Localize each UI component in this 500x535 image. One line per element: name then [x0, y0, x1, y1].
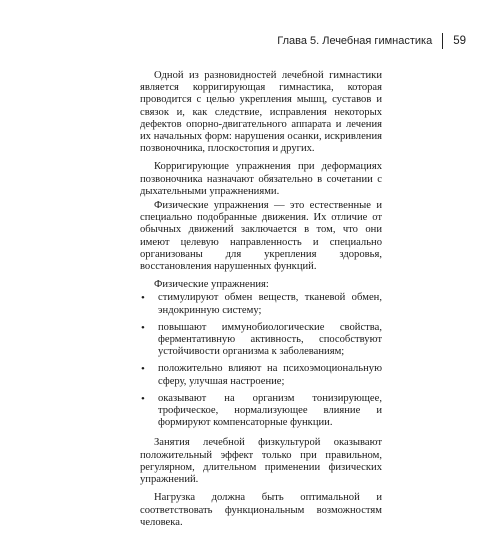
page-number: 59 [453, 35, 466, 47]
list-item [140, 292, 382, 316]
bullet-icon: • [141, 292, 145, 305]
list-item-text: повышают иммунобиологические свойства, ферментативную активность, способствуют устойчивости организма к заболеваниям; [158, 321, 382, 358]
bullet-icon: • [141, 363, 145, 376]
list-item [140, 363, 382, 387]
body-text [140, 70, 382, 535]
list-item [140, 322, 382, 359]
list-item-text: стимулируют обмен веществ, тканевой обмен, эндокринную систему; [158, 292, 382, 316]
paragraph-therapy-effect: Занятия лечебной физкультурой оказывают положительный эффект только при правильном, регулярном, длительном применении физических упражнений. [140, 437, 382, 486]
bullet-icon: • [141, 392, 145, 405]
paragraph-corrective-gymnastics: Одной из разновидностей лечебной гимнастики является корригирующая гимнастика, которая проводится с целью укрепления мышц, суставов и связок и, как следствие, исправления некоторых дефектов опорно-двигательного аппарата и лечения их начальных форм: нарушения осанки, искривления позвоночника, плоскостопия и других. [140, 70, 382, 155]
paragraph-list-lead: Физические упражнения: [154, 279, 269, 291]
paragraph-physical-exercises-definition: Физические упражнения — это естественные и специально подобранные движения. Их отличие от обычных движений заключается в том, что они имеют целевую направленность и специально организованы для укрепления здоровья, восстановления нарушенных функций. [140, 200, 382, 273]
bullet-icon: • [141, 321, 145, 334]
list-item-text: положительно влияют на психоэмоциональную сферу, улучшая настроение; [158, 363, 382, 387]
effects-list [140, 292, 382, 429]
header-divider [442, 33, 443, 49]
running-head [277, 33, 466, 49]
paragraph-corrective-exercises: Корригирующие упражнения при деформациях позвоночника назначают обязательно в сочетании с дыхательными упражнениями. [140, 161, 382, 197]
chapter-title: Глава 5. Лечебная гимнастика [277, 35, 433, 47]
list-item-text: оказывают на организм тонизирующее, трофическое, нормализующее влияние и формируют компенсаторные функции. [158, 392, 382, 429]
list-item [140, 393, 382, 430]
paragraph-load: Нагрузка должна быть оптимальной и соответствовать функциональным возможностям человека. [140, 492, 382, 528]
